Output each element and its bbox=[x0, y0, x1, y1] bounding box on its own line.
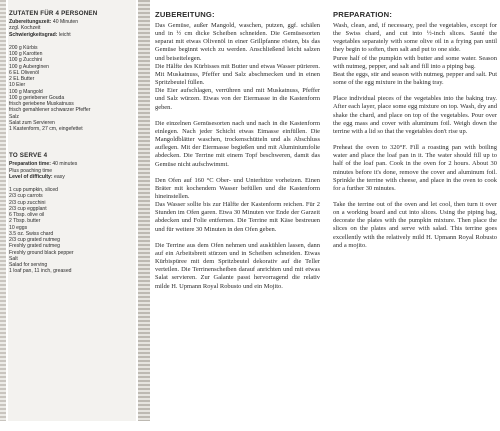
ingredient-item: 1 loaf pan, 11 inch, greased bbox=[9, 268, 72, 275]
ingredient-item: 100 g Auberginen bbox=[9, 63, 49, 70]
prep-paragraph: Take the terrine out of the oven and let cool, then turn it over on a working board and cut into slices. Using the piping bag, decorate the plates with the pumpkin mixture. Then place the slices on the plates and serve with salad. This terrine goes excellently with the relatively mild H. Upmann Royal Robusto and a mojito. bbox=[333, 200, 497, 249]
de-prep-heading: ZUBEREITUNG: bbox=[155, 10, 215, 19]
ingredient-item: frisch gemahlener schwarzer Pfeffer bbox=[9, 107, 91, 114]
ingredient-item: Salat zum Servieren bbox=[9, 119, 55, 126]
en-ingredient-list bbox=[9, 187, 136, 275]
ingredient-item: Salz bbox=[9, 113, 19, 120]
meta-value: leicht bbox=[57, 31, 71, 38]
prep-paragraph: Die einzelnen Gemüsesorten nach und nach in die Kastenform einlegen. Nach jeder Schicht etwas Eimasse einfüllen. Die Mangoldblätter waschen, trockenschütteln und als Abschluss auflegen. Mit der Eiermasse begießen und mit Aluminiumfolie abdecken. Die Terrine mit einem Topf beschweren, damit das Gemüse nicht aufschwimmt. bbox=[155, 119, 320, 168]
ingredient-item: 200 g Kürbis bbox=[9, 44, 38, 51]
ingredient-item: 100 g geriebener Gouda bbox=[9, 94, 65, 101]
meta-label: Zubereitungszeit: bbox=[9, 19, 52, 25]
en-ingredients-heading: TO SERVE 4 bbox=[9, 152, 48, 160]
prep-paragraph: Wash, clean, and, if necessary, peel the vegetables, except for the Swiss chard, and cut into ½-inch slices. Sauté the vegetables separately with some olive oil in a frying pan until they begin to soften, then salt and put to one side. Puree half of the pumpkin with butter and some water. Season with nutmeg, pepper, and salt and fill into a piping bag. Beat the eggs, stir and season with nutmeg, pepper and salt. Put some of the egg mixture in the baking tray. bbox=[333, 22, 497, 87]
ingredient-item: 2 Tbsp. butter bbox=[9, 218, 41, 225]
en-prep-heading: PREPARATION: bbox=[333, 10, 393, 19]
left-edge-stripe bbox=[0, 0, 6, 421]
ingredients-column bbox=[8, 0, 136, 421]
ingredient-item: Salt bbox=[9, 255, 18, 262]
prep-paragraph: Preheat the oven to 320°F. Fill a roasting pan with boiling water and place the loaf pan in it. The water should fill up to half of the loaf pan. Cook in the oven for 2 hours. About 30 minutes before it's done, remove the cover and aluminum foil. Sprinkle the terrine with cheese, and place in the oven to cook for a further 30 minutes. bbox=[333, 144, 497, 192]
de-meta bbox=[9, 19, 136, 38]
ingredient-item: 100 g Karotten bbox=[9, 51, 43, 57]
ingredient-item: 2 EL Butter bbox=[9, 76, 35, 82]
de-ingredients-heading: ZUTATEN FÜR 4 PERSONEN bbox=[9, 10, 98, 17]
prep-paragraph: Place individual pieces of the vegetables into the baking tray. After each layer, place some egg mixture on top. Wash, dry and shake the chard, and place on top of the vegetables. Pour over the egg mass and cover with aluminum foil. Weigh down the terrine with a lid so that the vegetables don't rise up. bbox=[333, 95, 497, 135]
ingredient-item: 10 Eier bbox=[9, 82, 26, 89]
ingredient-item: 100 g Mangold bbox=[9, 88, 43, 95]
ingredient-item: frisch geriebene Muskatnuss bbox=[9, 101, 74, 107]
column-divider bbox=[138, 0, 150, 421]
meta-value: easy bbox=[52, 173, 65, 180]
ingredient-item: 2/3 cup carrots bbox=[9, 193, 43, 200]
prep-paragraph: Das Gemüse, außer Mangold, waschen, putzen, ggf. schälen und in ½ cm dicke Scheiben schneiden. Die Gemüsesorten separat mit etwas Olivenöl in einer Grillpfanne rösten, bis das Gemüse beginnt weich zu werden. Anschließend leicht salzen und beiseitelegen. Die Hälfte des Kürbisses mit Butter und etwas Wasser pürieren. Mit Muskatnuss, Pfeffer und Salz abschmecken und in einen Spritzbeutel füllen. Die Eier aufschlagen, verrühren und mit Muskatnuss, Pfeffer und Salz würzen. Etwas von der Eiermasse in die Kastenform geben. bbox=[155, 22, 320, 111]
ingredient-item: Freshly ground black pepper bbox=[9, 249, 74, 256]
de-prep-text bbox=[155, 22, 320, 291]
english-preparation-column bbox=[333, 0, 497, 431]
en-meta bbox=[9, 161, 136, 180]
prep-paragraph: Die Terrine aus dem Ofen nehmen und auskühlen lassen, dann auf ein Arbeitsbrett stürzen und in Scheiben schneiden. Etwas Kürbispüree mit dem Spritzbeutel dekorativ auf die Teller verteilen. Die Terrinenscheiben darauf anrichten und mit etwas Salat servieren. Zur Galante passt hervorragend die relativ milde H. Upmann Royal Robusto und ein Mojito. bbox=[155, 241, 320, 290]
ingredient-item: 1 cup pumpkin, sliced bbox=[9, 187, 58, 193]
meta-value: 40 Minuten bbox=[51, 19, 79, 25]
ingredient-item: 2/3 cup grated nutmeg bbox=[9, 237, 60, 243]
meta-value: zzgl. Kochzeit bbox=[9, 25, 41, 32]
meta-value: Plus poaching time bbox=[9, 167, 53, 174]
meta-label: Preparation time: bbox=[9, 161, 51, 168]
de-ingredient-list bbox=[9, 45, 136, 133]
ingredient-item: 6 EL Olivenöl bbox=[9, 69, 40, 76]
ingredient-item: 3.5 oz. Swiss chard bbox=[9, 230, 54, 237]
german-preparation-column bbox=[155, 0, 320, 431]
ingredient-item: 10 eggs bbox=[9, 224, 28, 231]
meta-value: 40 minutes bbox=[50, 161, 78, 168]
ingredient-item: 6 Tbsp. olive oil bbox=[9, 212, 45, 218]
prep-paragraph: Den Ofen auf 160 °C Ober- und Unterhitze vorheizen. Einen Bräter mit kochendem Wasser befüllen und die Kastenform hineinstellen. Das Wasser sollte bis zur Hälfte der Kastenform reichen. Für 2 Stunden im Ofen garen. Etwa 30 Minuten vor Ende der Garzeit abdecken und Folie entfernen. Die Terrine mit Käse bestreuen und für weitere 30 Minuten in den Ofen geben. bbox=[155, 176, 320, 233]
en-prep-text bbox=[333, 22, 497, 250]
ingredient-item: 2/3 cup zucchini bbox=[9, 199, 46, 206]
ingredient-item: Salad for serving bbox=[9, 262, 48, 268]
meta-label: Level of difficulty: bbox=[9, 173, 53, 180]
ingredient-item: 2/3 cup eggplant bbox=[9, 205, 47, 212]
ingredient-item: 1 Kastenform, 27 cm, eingefettet bbox=[9, 126, 83, 132]
meta-label: Schwierigkeitsgrad: bbox=[9, 31, 58, 38]
ingredient-item: Freshly grated nutmeg bbox=[9, 243, 60, 250]
ingredient-item: 100 g Zucchini bbox=[9, 57, 43, 64]
